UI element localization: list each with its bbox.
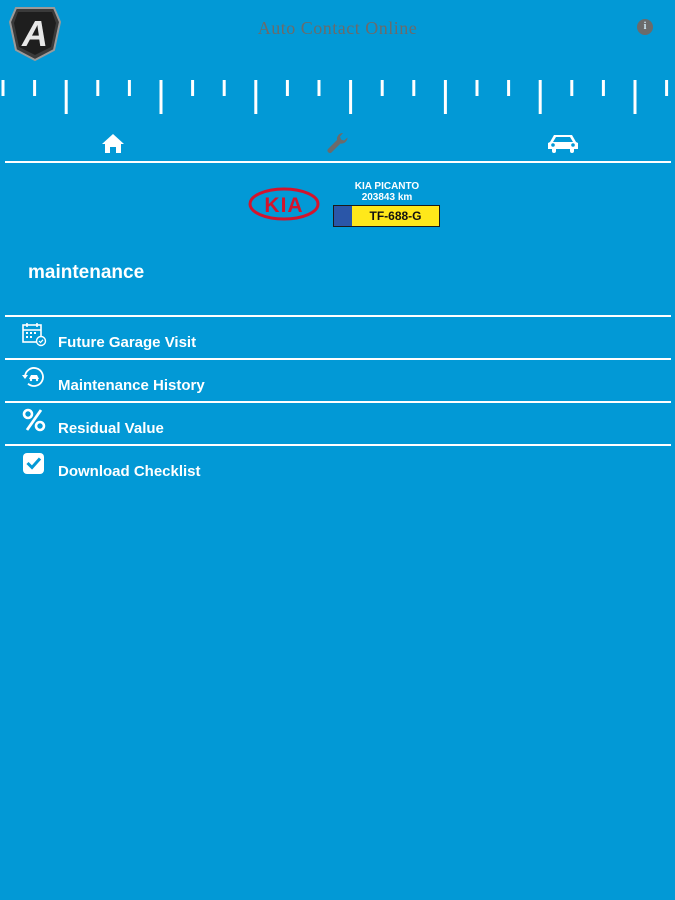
menu-item-label: Download Checklist [58,463,201,480]
maintenance-menu [5,315,671,487]
app-logo-letter: A [22,13,48,54]
top-nav [5,124,671,162]
home-icon [100,132,126,154]
percent-icon [21,407,47,433]
menu-item-maintenance-history[interactable] [5,360,671,401]
info-icon[interactable]: i [637,19,653,35]
menu-item-label: Maintenance History [58,377,205,394]
ruler-decoration [0,76,675,118]
svg-text:KIA: KIA [264,194,304,217]
license-plate [333,205,440,227]
kia-logo [248,186,320,222]
menu-item-download-checklist[interactable] [5,446,671,487]
nav-home-button[interactable] [83,124,143,162]
app-title: Auto Contact Online [257,18,418,38]
nav-vehicle-button[interactable] [533,124,593,162]
menu-item-label: Residual Value [58,420,164,437]
vehicle-info [0,176,675,236]
wrench-icon [325,130,351,156]
plate-eu-band [334,206,352,226]
menu-item-future-garage-visit[interactable] [5,317,671,358]
nav-divider [5,161,671,163]
history-icon [21,364,47,390]
vehicle-model-name: KIA PICANTO [354,181,420,192]
menu-item-residual-value[interactable] [5,403,671,444]
vehicle-mileage: 203843 km [361,192,413,203]
car-icon [547,132,579,154]
license-plate-number: TF-688-G [352,206,439,226]
calendar-icon [21,321,47,347]
checkbox-icon [21,450,47,476]
vehicle-model [334,181,440,203]
menu-item-label: Future Garage Visit [58,334,197,351]
nav-maintenance-button[interactable] [308,124,368,162]
section-title: maintenance [28,262,145,283]
